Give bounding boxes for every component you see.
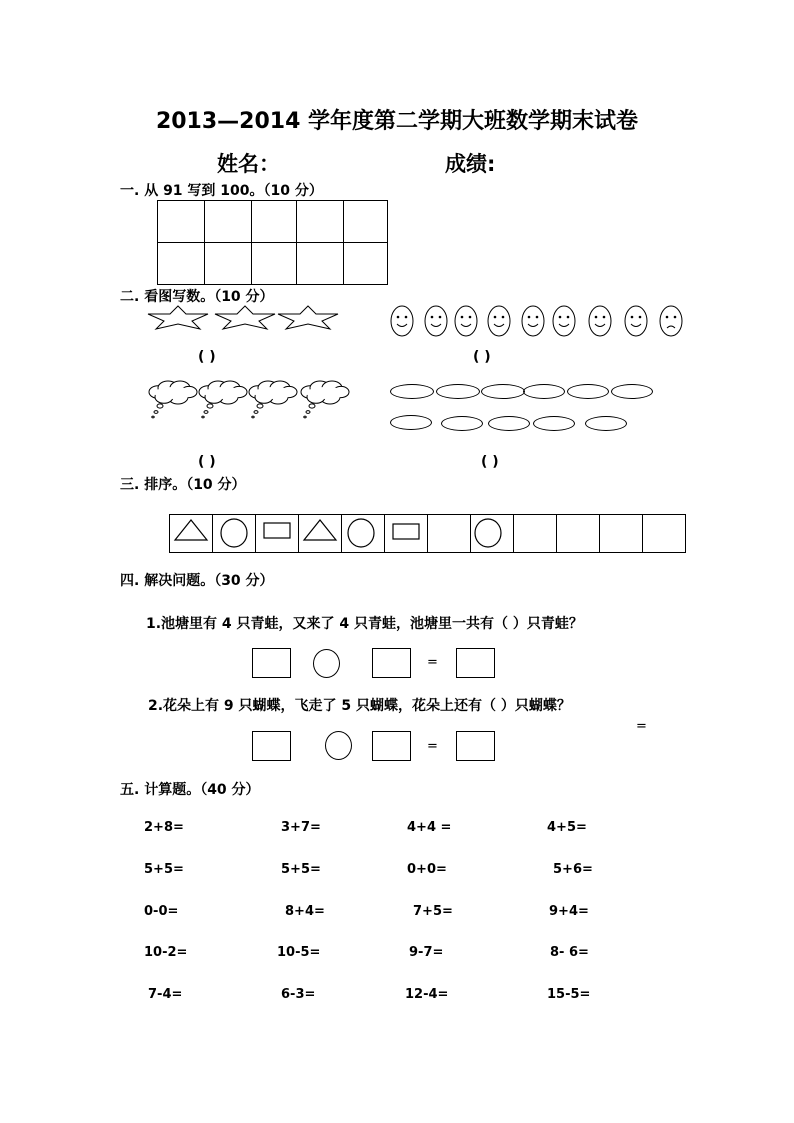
circle-shape [475, 519, 501, 547]
answer-paren-faces[interactable]: ( ) [473, 349, 491, 365]
answer-box[interactable] [372, 731, 411, 761]
oval-shape [390, 415, 432, 430]
answer-paren-stars[interactable]: ( ) [198, 349, 216, 365]
sequence-cell [471, 515, 514, 553]
triangle-shape [304, 520, 336, 540]
sequence-cell [385, 515, 428, 553]
calc-problem: 0-0= [144, 904, 179, 919]
sequence-cell [170, 515, 213, 553]
face-icon [660, 306, 682, 336]
sequence-cell [256, 515, 299, 553]
calc-problem: 9+4= [549, 904, 589, 919]
calc-problem: 4+5= [547, 820, 587, 835]
sequence-cell[interactable] [557, 515, 600, 553]
oval-shape [567, 384, 609, 399]
calc-problem: 8- 6= [550, 945, 589, 960]
thought-cloud-icon [149, 381, 197, 418]
rectangle-shape [393, 524, 419, 539]
answer-box[interactable] [372, 648, 411, 678]
sequence-cell [342, 515, 385, 553]
grid-cell[interactable] [252, 243, 297, 285]
thought-cloud-icon [301, 381, 349, 418]
face-icon [425, 306, 447, 336]
face-icon [553, 306, 575, 336]
sequence-cell[interactable] [643, 515, 686, 553]
section1-heading: 一. 从 91 写到 100。（10 分） [120, 183, 323, 199]
sequence-cell[interactable] [600, 515, 643, 553]
calc-problem: 12-4= [405, 987, 449, 1002]
star-icon [278, 306, 338, 329]
calc-problem: 5+6= [553, 862, 593, 877]
stray-equals-sign: = [636, 719, 647, 734]
answer-paren-ovals[interactable]: ( ) [481, 454, 499, 470]
calc-problem: 5+5= [281, 862, 321, 877]
score-label: 成绩: [445, 152, 496, 176]
section4-heading: 四. 解决问题。（30 分） [120, 573, 274, 589]
calc-problem: 3+7= [281, 820, 321, 835]
answer-box[interactable] [456, 731, 495, 761]
star-icon [215, 306, 275, 329]
equals-sign: = [427, 655, 438, 670]
sequence-cell [213, 515, 256, 553]
face-icon [455, 306, 477, 336]
oval-shape [390, 384, 434, 399]
pattern-sequence-row [169, 514, 686, 553]
face-icon [391, 306, 413, 336]
star-icon [148, 306, 208, 329]
calc-problem: 0+0= [407, 862, 447, 877]
circle-shape [348, 519, 374, 547]
number-writing-grid [157, 200, 388, 285]
operator-circle[interactable] [313, 649, 340, 678]
grid-cell[interactable] [344, 243, 388, 285]
oval-shape [436, 384, 480, 399]
sequence-cell [299, 515, 342, 553]
grid-cell[interactable] [205, 243, 252, 285]
calc-problem: 10-5= [277, 945, 321, 960]
oval-shape [585, 416, 627, 431]
answer-box[interactable] [252, 648, 291, 678]
stars-group [148, 305, 343, 330]
calc-problem: 5+5= [144, 862, 184, 877]
oval-shape [488, 416, 530, 431]
section2-heading: 二. 看图写数。（10 分） [120, 289, 274, 305]
face-icon [589, 306, 611, 336]
face-icon [522, 306, 544, 336]
answer-box[interactable] [252, 731, 291, 761]
triangle-shape [175, 520, 207, 540]
calc-problem: 9-7= [409, 945, 444, 960]
grid-cell[interactable] [344, 201, 388, 243]
calc-problem: 7-4= [148, 987, 183, 1002]
calc-problem: 8+4= [285, 904, 325, 919]
circle-shape [221, 519, 247, 547]
calc-problem: 7+5= [413, 904, 453, 919]
question-2-text: 2.花朵上有 9 只蝴蝶，飞走了 5 只蝴蝶，花朵上还有（ ）只蝴蝶？ [148, 698, 571, 714]
sequence-cell[interactable] [514, 515, 557, 553]
sequence-cell[interactable] [428, 515, 471, 553]
oval-shape [523, 384, 565, 399]
calc-problem: 6-3= [281, 987, 316, 1002]
oval-shape [533, 416, 575, 431]
calc-problem: 2+8= [144, 820, 184, 835]
answer-paren-clouds[interactable]: ( ) [198, 454, 216, 470]
calc-problem: 4+4 = [407, 820, 452, 835]
face-icon [488, 306, 510, 336]
answer-box[interactable] [456, 648, 495, 678]
grid-cell[interactable] [297, 201, 344, 243]
oval-shape [441, 416, 483, 431]
thought-cloud-icon [249, 381, 297, 418]
grid-cell[interactable] [205, 201, 252, 243]
grid-cell[interactable] [158, 201, 205, 243]
clouds-group [146, 378, 356, 428]
oval-shape [611, 384, 653, 399]
calc-problem: 10-2= [144, 945, 188, 960]
grid-cell[interactable] [297, 243, 344, 285]
question-1-text: 1.池塘里有 4 只青蛙，又来了 4 只青蛙，池塘里一共有（ ）只青蛙？ [146, 616, 583, 632]
operator-circle[interactable] [325, 731, 352, 760]
rectangle-shape [264, 523, 290, 538]
grid-cell[interactable] [158, 243, 205, 285]
section5-heading: 五. 计算题。（40 分） [120, 782, 260, 798]
grid-cell[interactable] [252, 201, 297, 243]
thought-cloud-icon [199, 381, 247, 418]
face-icon [625, 306, 647, 336]
equals-sign: = [427, 739, 438, 754]
section3-heading: 三. 排序。（10 分） [120, 477, 246, 493]
oval-shape [481, 384, 525, 399]
page-title: 2013—2014 学年度第二学期大班数学期末试卷 [155, 109, 639, 134]
name-label: 姓名： [217, 152, 280, 176]
faces-group [388, 301, 688, 341]
calc-problem: 15-5= [547, 987, 591, 1002]
